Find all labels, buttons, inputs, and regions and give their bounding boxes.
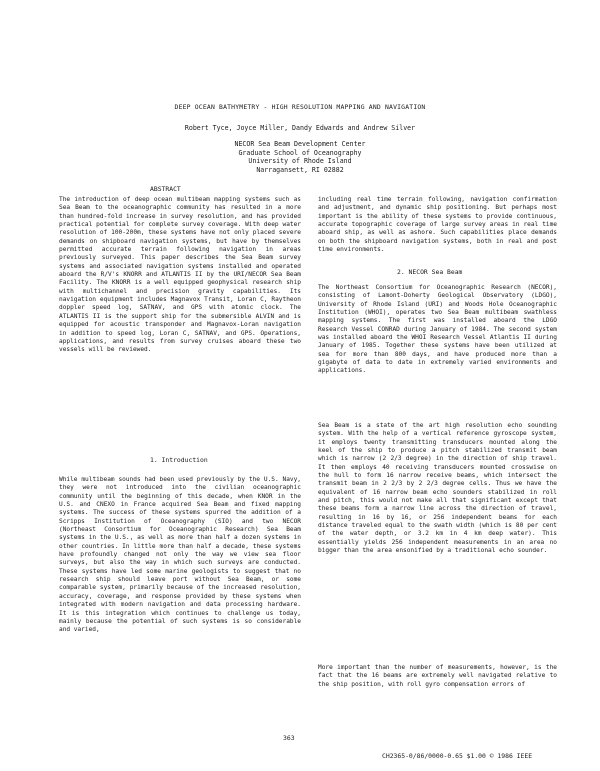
abstract-heading: ABSTRACT bbox=[150, 185, 181, 193]
affiliation-line: Narragansett, RI 02882 bbox=[256, 165, 344, 174]
introduction-paragraph: While multibeam sounds had been used previously by the U.S. Navy, they were not introduced into the civilian oceanographic community until the beginning of this decade, when KNOR in the U.S. and CNEXO in France acquired Sea Beam and fixed mapping systems. The success of these systems spurred the addition of a Scripps Institution of Oceanography (SIO) and two NECOR (Northeast Consortium for Oceanographic Research) Sea Beam systems in the U.S., as well as more than half a dozen systems in other countries. In little more than half a decade, these systems have profoundly changed not only the way we view sea floor surveys, but also the way in which such surveys are conducted. These systems have led some marine geologists to suggest that no research ship should leave port without Sea Beam, or some comparable system, primarily because of the increased resolution, accuracy, coverage, and response provided by these systems when integrated with modern navigation and data processing hardware. It is this integration which continues to challenge us today, mainly because the potential of such systems is so considerable and varied, bbox=[59, 476, 301, 634]
affiliation-line: NECOR Sea Beam Development Center bbox=[234, 140, 366, 148]
author-list: Robert Tyce, Joyce Miller, Dandy Edwards and Andrew Silver bbox=[184, 124, 416, 132]
section-2-p1 bbox=[318, 284, 557, 376]
abstract-paragraph: The introduction of deep ocean multibeam mapping systems such as Sea Beam to the oceanographic community has resulted in a more than hundred-fold increase in survey resolution, and has provided practical potential for complete survey coverage. With deep water resolution of 100-200m, these systems have not only placed severe demands on shipboard navigation systems, but have by themselves permitted accurate terrain following navigation in areas previously surveyed. This paper describes the Sea Beam survey systems and associated navigation systems installed and operated aboard the R/V's KNORR and ATLANTIS II by the URI/NECOR Sea Beam Facility. The KNORR is a well equipped geophysical research ship with multichannel and precision gravity capabilities. Its navigation equipment includes Magnavox Transit, Loran C, Raytheon doppler speed log, SATNAV, and GPS with atomic clock. The ATLANTIS II is the support ship for the submersible ALVIN and is equipped for acoustic transponder and Magnavox-Loran navigation in addition to speed log, Loran C, SATNAV, and GPS. Operations, applications, and results from survey cruises aboard these two vessels will be reviewed. bbox=[59, 196, 301, 354]
section-2-p2 bbox=[318, 422, 557, 556]
measurements-paragraph: More important than the number of measurements, however, is the fact that the 16 beams are extremely well navigated relative to the ship position, with roll gyro compensation errors of bbox=[318, 664, 557, 688]
paper-title: DEEP OCEAN BATHYMETRY - HIGH RESOLUTION MAPPING AND NAVIGATION bbox=[174, 103, 426, 111]
page-number: 363 bbox=[283, 734, 295, 742]
section-2-p3 bbox=[318, 664, 557, 689]
affiliation-line: University of Rhode Island bbox=[248, 157, 352, 166]
section-1-heading: 1. Introduction bbox=[150, 456, 208, 464]
right-column-intro bbox=[318, 196, 557, 254]
abstract-text bbox=[59, 196, 301, 355]
ieee-code: CH2365-0/86/0000-0.65 $1.00 © 1986 IEEE bbox=[382, 752, 533, 760]
necor-paragraph: The Northeast Consortium for Oceanographic Research (NECOR), consisting of Lamont-Doherty Geological Observatory (LDGO), University of Rhode Island (URI) and Woods Hole Oceanographic Institution (WHOI), operates two Sea Beam multibeam swathless mapping systems. The first was installed aboard the LDGO Research Vessel CONRAD during January of 1984. The second system was installed aboard the WHOI Research Vessel Atlantis II during January of 1985. Together these systems have been utilized at sea for more than 800 days, and have produced more than a gigabyte of data to date in extremely varied environments and applications. bbox=[318, 284, 557, 375]
intro-continuation-paragraph: including real time terrain following, navigation confirmation and adjustment, and dynamic ship positioning. But perhaps most important is the ability of these systems to provide continuous, accurate topographic coverage of large survey areas in real time aboard ship, as well as ashore. Such capabilities place demands on both the shipboard navigation systems, both in real and post time environments. bbox=[318, 196, 557, 254]
affiliation-line: Graduate School of Oceanography bbox=[238, 148, 362, 157]
section-2-heading: 2. NECOR Sea Beam bbox=[397, 268, 463, 276]
affiliation-block bbox=[0, 140, 600, 174]
introduction-text bbox=[59, 476, 301, 635]
sea-beam-paragraph: Sea Beam is a state of the art high resolution echo sounding system. With the help of a vertical reference gyroscope system, it employs twenty transmitting transducers mounted along the keel of the ship to produce a pitch stabilized transmit beam which is narrow (2 2/3 degree) in the direction of ship travel. It then employs 40 receiving transducers mounted crosswise on the hull to form 16 narrow receive beams, which intersect the transmit beam in 2 2/3 by 2 2/3 degree cells. Thus we have the equivalent of 16 narrow beam echo sounders stabilized in roll and pitch, this would not make all that significant except that these beams form a narrow line across the direction of travel, resulting in 16 by 16, or 256 independent beams for each distance traveled equal to the swath width (which is 80 per cent of the water depth, or 3.2 km in 4 km deep water). This essentially yields 256 independent measurements in an area no bigger than the area ensonified by a traditional echo sounder. bbox=[318, 422, 557, 555]
